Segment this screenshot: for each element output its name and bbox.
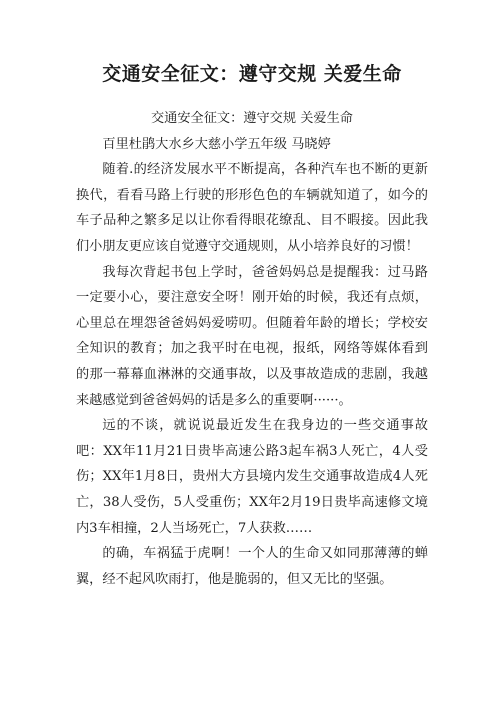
- paragraph: 随着.的经济发展水平不断提高，各种汽车也不断的更新换代，看看马路上行驶的形形色色的车辆就知道了，如今的车子品种之繁多足以让你看得眼花缭乱、目不暇接。因此我们小朋友更应该自觉遵守交通规则，从小培养良好的习惯！: [76, 162, 428, 254]
- paragraph: 的确，车祸猛于虎啊！一个人的生命又如同那薄薄的蝉翼，经不起风吹雨打，他是脆弱的，但又无比的坚强。: [76, 546, 428, 587]
- document-title: 交通安全征文：遵守交规 关爱生命: [102, 63, 402, 85]
- document-body: [76, 106, 428, 592]
- paragraph: 远的不谈，就说说最近发生在我身边的一些交通事故吧：XX年11月21日贵毕高速公路3起车祸3人死亡，4人受伤；XX年1月8日，贵州大方县境内发生交通事故造成4人死亡，38人受伤，5人受重伤；XX年2月19日贵毕高速修文境内3车相撞，2人当场死亡，7人获救……: [76, 418, 428, 536]
- document-subtitle: 交通安全征文：遵守交规 关爱生命: [150, 111, 353, 126]
- author-line: 百里杜鹃大水乡大慈小学五年级 马晓婷: [102, 136, 331, 152]
- paragraph: 我每次背起书包上学时，爸爸妈妈总是提醒我：过马路一定要小心，要注意安全呀！刚开始的时候，我还有点烦，心里总在埋怨爸爸妈妈爱唠叨。但随着年龄的增长；学校安全知识的教育；加之我平时在电视，报纸，网络等媒体看到的那一幕幕血淋淋的交通事故，以及事故造成的悲剧，我越来越感觉到爸爸妈妈的话是多么的重要啊······。: [76, 264, 428, 408]
